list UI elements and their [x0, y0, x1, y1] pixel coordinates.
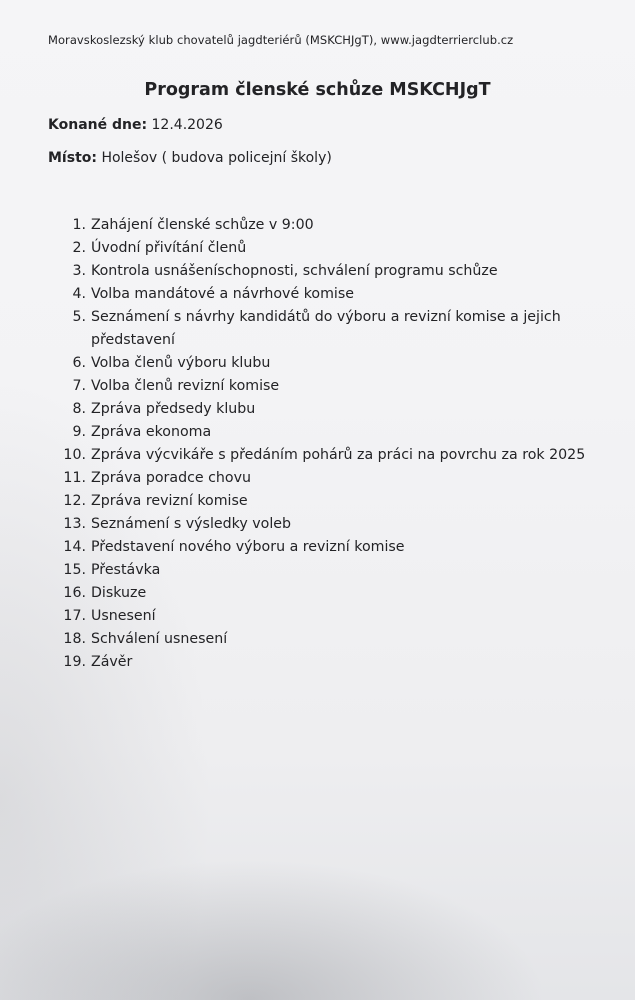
agenda-item [60, 237, 600, 260]
agenda-item-text: Usnesení [91, 608, 156, 624]
page-title: Program členské schůze MSKCHJgT [144, 80, 491, 100]
agenda-item-number: 8. [72, 401, 86, 417]
meeting-place-label: Místo: [48, 150, 97, 166]
agenda-item-text: Volba členů výboru klubu [91, 355, 271, 371]
agenda-item [60, 352, 600, 375]
agenda-item-number: 19. [63, 654, 86, 670]
agenda-item [60, 375, 600, 398]
agenda-item-number: 10. [63, 447, 86, 463]
club-header: Moravskoslezský klub chovatelů jagdteriérů (MSKCHJgT), www.jagdterrierclub.cz [48, 33, 514, 47]
agenda-item [60, 490, 600, 513]
meeting-place [48, 150, 332, 166]
agenda-item-number: 4. [72, 286, 86, 302]
agenda-item-text: Seznámení s výsledky voleb [91, 516, 291, 532]
agenda-item [60, 536, 600, 559]
agenda-item-number: 18. [63, 631, 86, 647]
agenda-item [60, 513, 600, 536]
agenda-item-number: 2. [72, 240, 86, 256]
agenda-item [60, 214, 600, 237]
agenda-item-text: Diskuze [91, 585, 147, 601]
agenda-item-number: 13. [63, 516, 86, 532]
meeting-date-label: Konané dne: [48, 117, 148, 133]
agenda-item-text: Zpráva poradce chovu [91, 470, 251, 486]
agenda-item-text: Úvodní přivítání členů [91, 240, 247, 256]
agenda-item-text: Schválení usnesení [91, 631, 228, 647]
agenda-item [60, 559, 600, 582]
agenda-item-text: Zpráva ekonoma [91, 424, 212, 440]
agenda-item-text: Zpráva revizní komise [91, 493, 248, 509]
agenda-item-number: 12. [63, 493, 86, 509]
agenda-item-number: 6. [72, 355, 86, 371]
agenda-item-number: 3. [72, 263, 86, 279]
agenda-item [60, 260, 600, 283]
agenda-item-number: 5. [72, 309, 86, 325]
agenda-item-text: Zahájení členské schůze v 9:00 [91, 217, 314, 233]
agenda-item [60, 444, 600, 467]
agenda-item-text: Kontrola usnášeníschopnosti, schválení programu schůze [91, 263, 498, 279]
agenda-item [60, 605, 600, 628]
agenda-item-text: Představení nového výboru a revizní komise [91, 539, 405, 555]
agenda-item-number: 15. [63, 562, 86, 578]
agenda-item [60, 421, 600, 444]
agenda-item-number: 1. [72, 217, 86, 233]
agenda-item-number: 9. [72, 424, 86, 440]
agenda-item [60, 306, 600, 352]
agenda-list [60, 214, 600, 674]
agenda-item-text: Zpráva předsedy klubu [91, 401, 256, 417]
agenda-item-text: Volba členů revizní komise [91, 378, 280, 394]
agenda-item [60, 628, 600, 651]
meeting-place-value: Holešov ( budova policejní školy) [101, 150, 332, 166]
agenda-item [60, 467, 600, 490]
agenda-item-number: 7. [72, 378, 86, 394]
agenda-item [60, 283, 600, 306]
agenda-item-number: 16. [63, 585, 86, 601]
agenda-item-number: 14. [63, 539, 86, 555]
agenda-item-number: 11. [63, 470, 86, 486]
agenda-item [60, 651, 600, 674]
agenda-item [60, 398, 600, 421]
agenda-item-text: Závěr [91, 654, 133, 670]
agenda-item-text: Volba mandátové a návrhové komise [91, 286, 354, 302]
agenda-item-text: Přestávka [91, 562, 161, 578]
meeting-date-value: 12.4.2026 [151, 117, 223, 133]
agenda-item [60, 582, 600, 605]
agenda-item-number: 17. [63, 608, 86, 624]
agenda-item-text: Seznámení s návrhy kandidátů do výboru a revizní komise a jejich představení [91, 309, 561, 348]
meeting-date [48, 117, 223, 133]
agenda-item-text: Zpráva výcvikáře s předáním pohárů za práci na povrchu za rok 2025 [91, 447, 586, 463]
